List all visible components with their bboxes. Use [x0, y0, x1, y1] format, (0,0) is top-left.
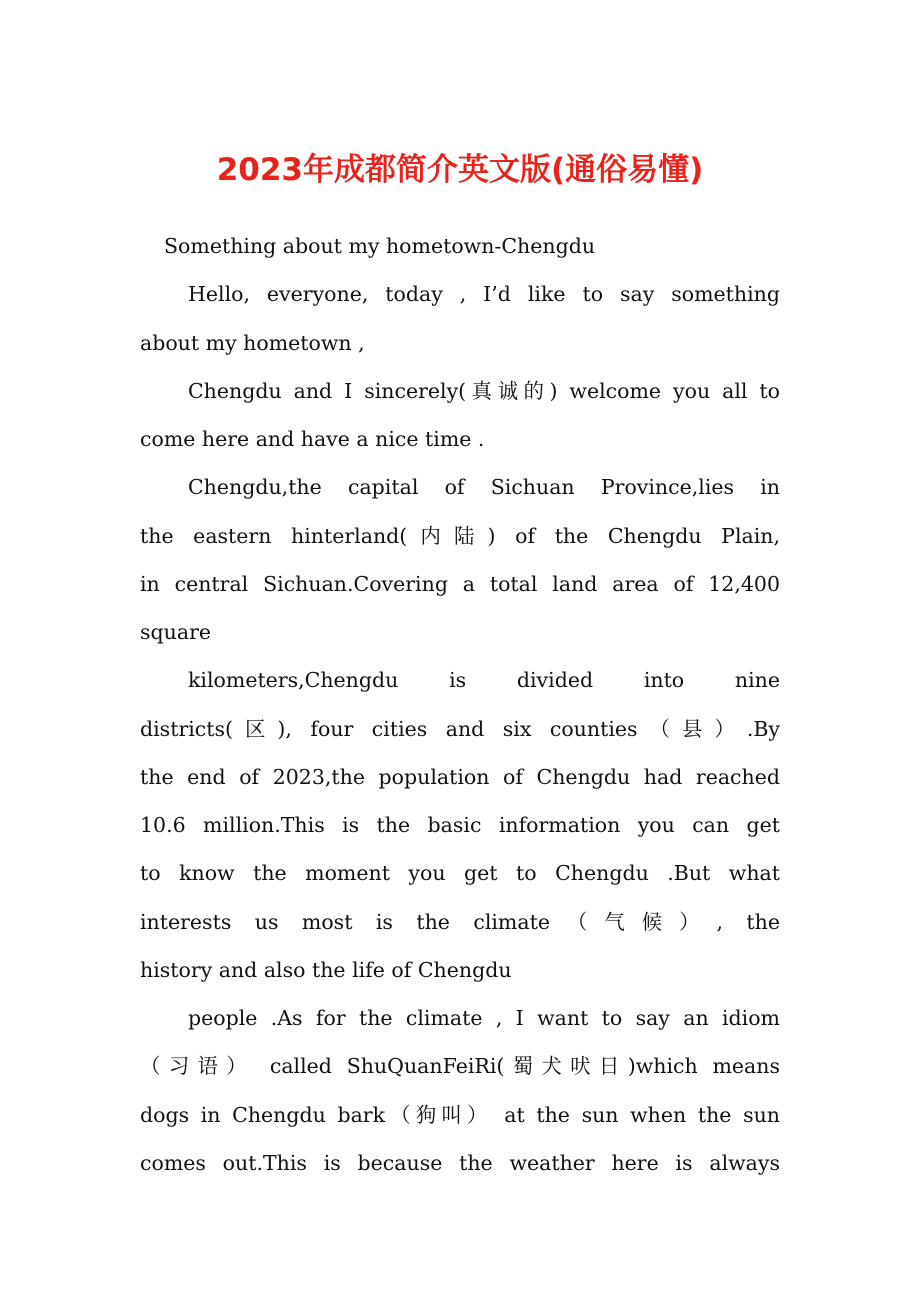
text-line: Something about my hometown-Chengdu — [164, 234, 596, 258]
text-line: comes out.This is because the weather here is always — [140, 1150, 780, 1175]
text-line: the end of 2023,the population of Chengdu had reached — [140, 764, 780, 789]
text-line: 10.6 million.This is the basic information you can get — [140, 813, 780, 837]
document-body — [140, 222, 780, 1187]
text-line: in central Sichuan.Covering a total land area of 12,400 — [140, 571, 780, 596]
document-title: 2023年成都简介英文版(通俗易懂) — [216, 152, 704, 188]
text-line: people .As for the climate , I want to say an idiom — [188, 1006, 780, 1030]
text-line: about my hometown , — [140, 330, 365, 355]
text-line: come here and have a nice time . — [140, 427, 485, 451]
text-line: kilometers,Chengdu is divided into nine — [188, 668, 780, 693]
text-line: interests us most is the climate（气候）, the — [140, 909, 780, 934]
text-line: Hello, everyone, today , I’d like to say something — [188, 282, 780, 307]
text-line: the eastern hinterland(内陆) of the Chengdu Plain, — [140, 523, 780, 548]
text-line: dogs in Chengdu bark（狗叫） at the sun when the sun — [140, 1102, 780, 1127]
text-line: to know the moment you get to Chengdu .But what — [140, 861, 780, 886]
text-line: Chengdu and I sincerely(真诚的) welcome you all to — [188, 378, 780, 403]
text-line: Chengdu,the capital of Sichuan Province,lies in — [188, 475, 780, 500]
text-line: （习语） called ShuQuanFeiRi(蜀犬吠日)which means — [140, 1054, 780, 1079]
text-line: districts(区), four cities and six counties（县）.By — [140, 716, 780, 741]
text-line: history and also the life of Chengdu — [140, 957, 512, 982]
text-line: square — [140, 620, 211, 644]
